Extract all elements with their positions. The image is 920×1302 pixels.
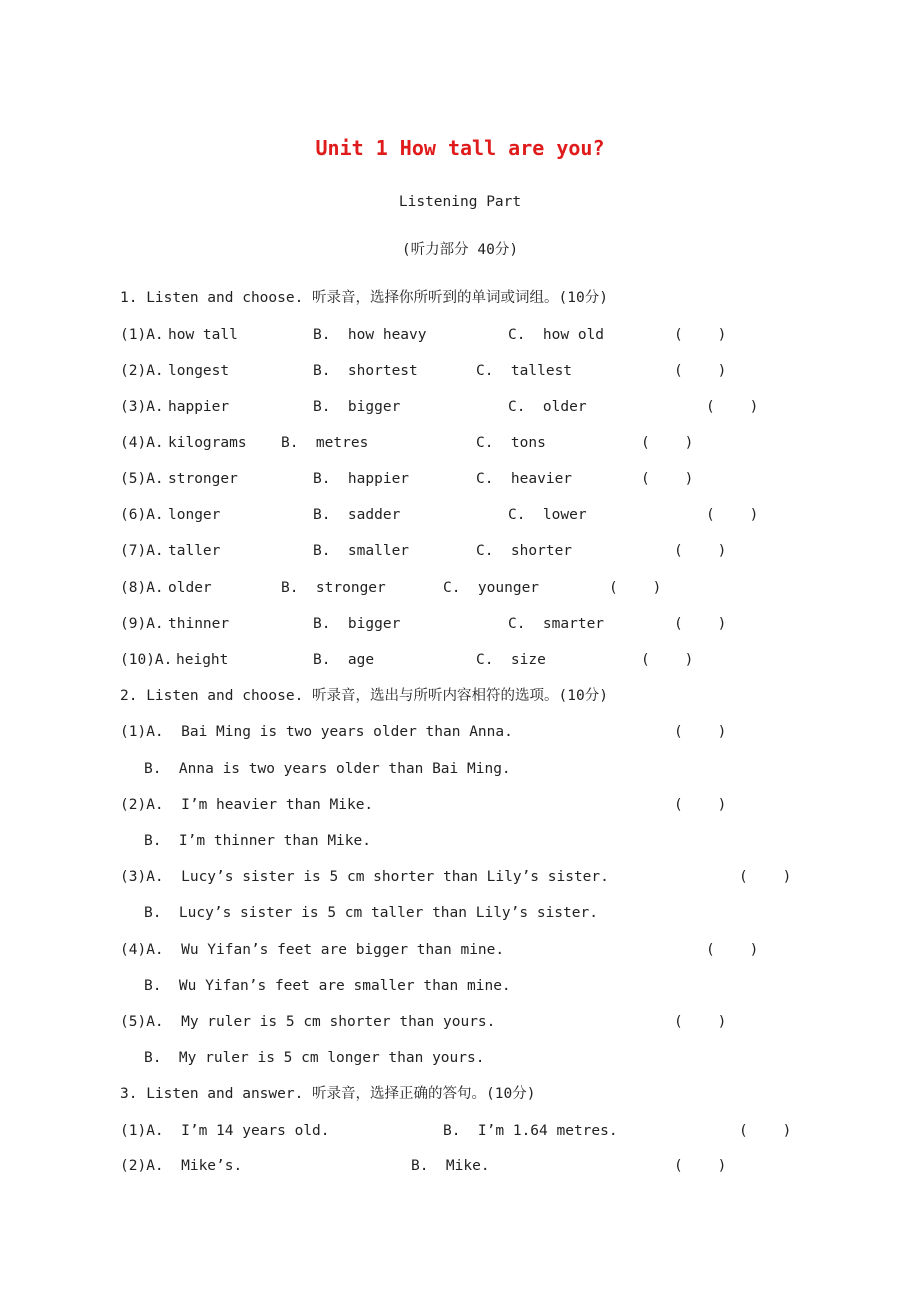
option-a: how tall <box>168 327 238 343</box>
answer-blank[interactable]: ( ) <box>674 1014 727 1030</box>
subtitle: Listening Part <box>398 194 522 210</box>
answer-blank[interactable]: ( ) <box>674 724 727 740</box>
answer-blank[interactable]: ( ) <box>674 363 727 379</box>
option-b: B. shortest <box>313 363 418 379</box>
option-a: thinner <box>168 616 230 632</box>
option-b: B. metres <box>281 435 369 451</box>
option-b: B. happier <box>313 471 410 487</box>
option-a: (3)A. Lucy’s sister is 5 cm shorter than Lily’s sister. <box>120 869 609 885</box>
option-a: (1)A. Bai Ming is two years older than Anna. <box>120 724 513 740</box>
option-a: (2)A. I’m heavier than Mike. <box>120 797 374 813</box>
item-number: (7)A. <box>120 543 164 559</box>
section1-heading: 1. Listen and choose. 听录音，选择你所听到的单词或词组。(10分) <box>120 290 608 306</box>
answer-blank[interactable]: ( ) <box>706 942 759 958</box>
option-b: B. age <box>313 652 375 668</box>
option-c: C. shorter <box>476 543 573 559</box>
option-b: B. My ruler is 5 cm longer than yours. <box>144 1050 485 1066</box>
option-c: C. size <box>476 652 546 668</box>
option-b: B. Wu Yifan’s feet are smaller than mine. <box>144 978 511 994</box>
section2-heading: 2. Listen and choose. 听录音，选出与所听内容相符的选项。(10分) <box>120 688 608 704</box>
answer-blank[interactable]: ( ) <box>739 869 792 885</box>
option-c: C. smarter <box>508 616 605 632</box>
option-a: (2)A. Mike’s. <box>120 1158 243 1174</box>
option-a: (1)A. I’m 14 years old. <box>120 1123 330 1139</box>
option-a: (4)A. Wu Yifan’s feet are bigger than mine. <box>120 942 505 958</box>
item-number: (10)A. <box>120 652 173 668</box>
answer-blank[interactable]: ( ) <box>674 543 727 559</box>
answer-blank[interactable]: ( ) <box>641 471 694 487</box>
option-a: stronger <box>168 471 238 487</box>
option-a: height <box>176 652 229 668</box>
item-number: (3)A. <box>120 399 164 415</box>
option-c: C. older <box>508 399 587 415</box>
option-b: B. sadder <box>313 507 401 523</box>
answer-blank[interactable]: ( ) <box>739 1123 792 1139</box>
section3-heading: 3. Listen and answer. 听录音，选择正确的答句。(10分) <box>120 1086 536 1102</box>
answer-blank[interactable]: ( ) <box>706 507 759 523</box>
option-a: longer <box>168 507 221 523</box>
item-number: (9)A. <box>120 616 164 632</box>
option-b: B. I’m thinner than Mike. <box>144 833 371 849</box>
item-number: (1)A. <box>120 327 164 343</box>
option-c: C. how old <box>508 327 605 343</box>
option-b: B. bigger <box>313 616 401 632</box>
answer-blank[interactable]: ( ) <box>674 797 727 813</box>
score-note: (听力部分 40分) <box>401 242 519 258</box>
item-number: (5)A. <box>120 471 164 487</box>
option-b: B. Lucy’s sister is 5 cm taller than Lily’s sister. <box>144 905 598 921</box>
option-b: B. smaller <box>313 543 410 559</box>
option-a: (5)A. My ruler is 5 cm shorter than yours. <box>120 1014 496 1030</box>
answer-blank[interactable]: ( ) <box>674 1158 727 1174</box>
option-b: B. Anna is two years older than Bai Ming. <box>144 761 511 777</box>
option-a: taller <box>168 543 221 559</box>
option-c: C. younger <box>443 580 540 596</box>
option-c: C. heavier <box>476 471 573 487</box>
option-b: B. I’m 1.64 metres. <box>443 1123 618 1139</box>
option-c: C. tallest <box>476 363 573 379</box>
option-b: B. how heavy <box>313 327 427 343</box>
answer-blank[interactable]: ( ) <box>674 616 727 632</box>
answer-blank[interactable]: ( ) <box>609 580 662 596</box>
item-number: (2)A. <box>120 363 164 379</box>
answer-blank[interactable]: ( ) <box>641 435 694 451</box>
item-number: (8)A. <box>120 580 164 596</box>
option-a: older <box>168 580 212 596</box>
option-b: B. Mike. <box>411 1158 490 1174</box>
answer-blank[interactable]: ( ) <box>641 652 694 668</box>
answer-blank[interactable]: ( ) <box>706 399 759 415</box>
option-a: happier <box>168 399 230 415</box>
option-c: C. lower <box>508 507 587 523</box>
option-b: B. stronger <box>281 580 386 596</box>
answer-blank[interactable]: ( ) <box>674 327 727 343</box>
option-a: longest <box>168 363 230 379</box>
item-number: (4)A. <box>120 435 164 451</box>
item-number: (6)A. <box>120 507 164 523</box>
option-c: C. tons <box>476 435 546 451</box>
option-b: B. bigger <box>313 399 401 415</box>
page-title: Unit 1 How tall are you? <box>315 136 605 160</box>
option-a: kilograms <box>168 435 247 451</box>
